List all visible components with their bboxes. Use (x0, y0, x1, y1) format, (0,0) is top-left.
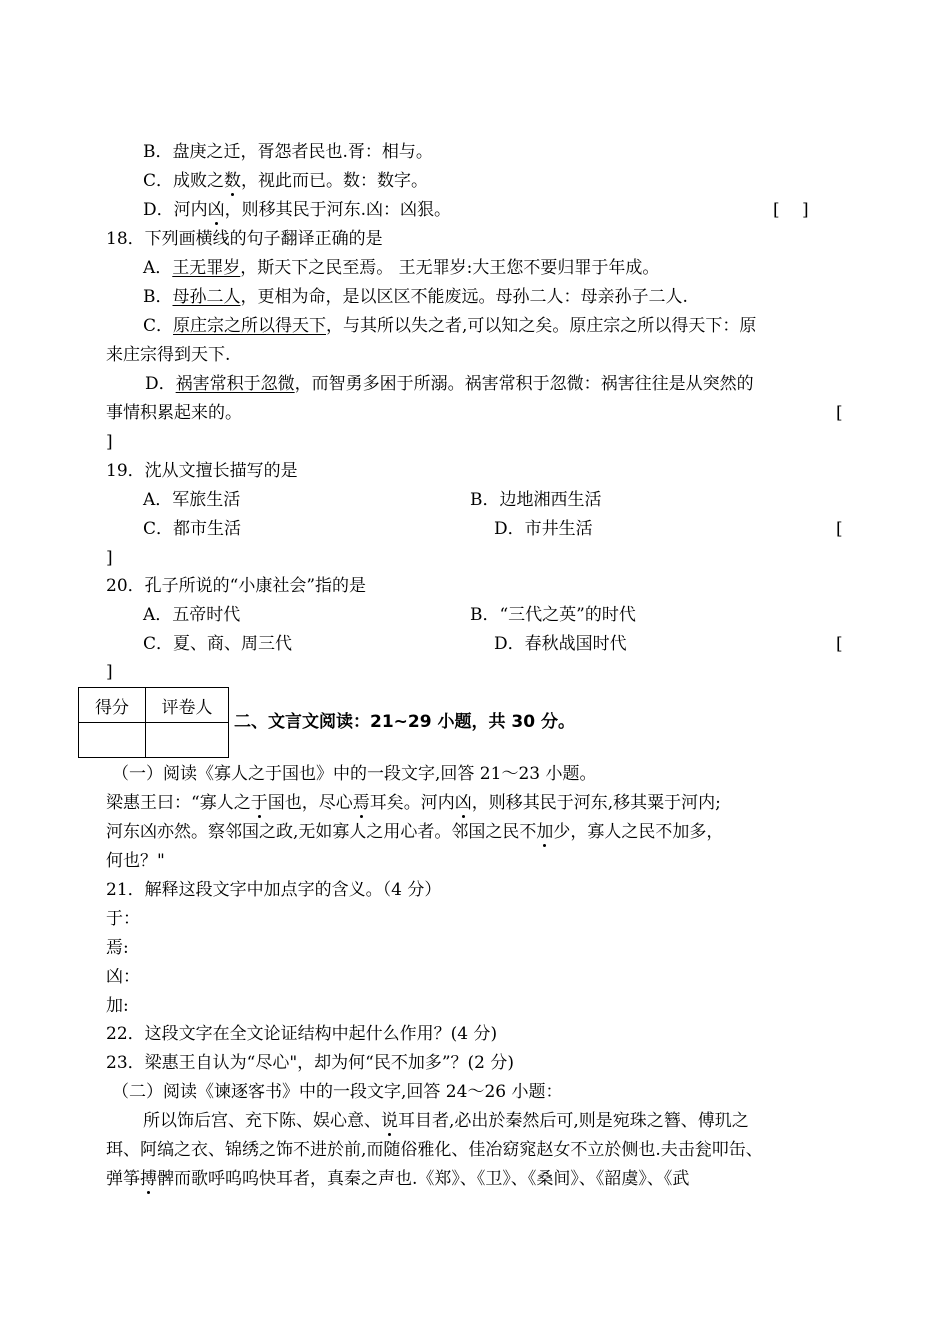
text: 耳目者,必出於秦然后可,则是宛珠之簪、傅玑之 (398, 1111, 749, 1131)
dotted-char: 凶 (454, 793, 472, 813)
q19-option-a: A．军旅生活 (143, 490, 241, 510)
underlined-text: 祸害常积于忽微 (175, 374, 295, 394)
q20-bracket-open: [ (836, 634, 843, 654)
q17-option-b: B．盘庚之迁，胥怨者民也.胥：相与。 (143, 142, 433, 162)
q18-option-d (145, 372, 754, 396)
text: B． (143, 287, 173, 307)
text: 梁惠王曰：“寡人之 (106, 793, 251, 813)
text: A． (143, 258, 173, 278)
q18-option-a (143, 256, 659, 280)
q19-bracket-open: [ (836, 519, 843, 539)
q19-bracket-close: ] (106, 548, 113, 568)
text: ，视此而已。数：数字。 (241, 171, 429, 191)
text: 髀而歌呼呜呜快耳者，真秦之声也.《郑》、《卫》、《桑间》、《韶虞》、《武 (157, 1169, 690, 1189)
text: ，斯天下之民至焉。 王无罪岁:大王您不要归罪于年成。 (240, 258, 660, 278)
q21-answer-2: 焉: (106, 938, 129, 958)
dotted-char: 加 (536, 822, 554, 842)
dotted-char: 搏 (140, 1169, 157, 1189)
text: ，与其所以失之者,可以知之矣。原庄宗之所以得天下：原 (326, 316, 757, 336)
q20-option-c: C．夏、商、周三代 (143, 634, 293, 654)
q18-bracket-open: [ (836, 403, 843, 423)
q20-option-a: A．五帝时代 (143, 605, 241, 625)
text: ，更相为命，是以区区不能废远。母孙二人：母亲孙子二人. (240, 287, 688, 307)
text: D．河内 (143, 200, 208, 220)
text: C．成败之 (143, 171, 225, 191)
q18-option-c (143, 314, 756, 338)
dotted-char: 说 (381, 1111, 398, 1131)
q20-stem: 20．孔子所说的“小康社会”指的是 (106, 576, 367, 596)
grader-cell[interactable] (146, 723, 229, 758)
q22-stem: 22．这段文字在全文论证结构中起什么作用？(4 分) (106, 1024, 498, 1044)
underlined-text: 母孙二人 (172, 287, 241, 307)
q17-option-d (143, 198, 451, 222)
text: C． (143, 316, 174, 336)
q21-answer-1: 于： (106, 909, 140, 929)
q21-stem: 21．解释这段文字中加点字的含义。（4 分） (106, 880, 442, 900)
text: 国也，尽心 (267, 793, 353, 813)
q17-option-c (143, 169, 428, 193)
dotted-char: 数 (224, 171, 242, 191)
q20-option-b: B．“三代之英”的时代 (470, 605, 636, 625)
dotted-char: 焉 (352, 793, 370, 813)
underlined-text: 王无罪岁 (172, 258, 241, 278)
score-cell[interactable] (79, 723, 146, 758)
dotted-char: 于 (250, 793, 268, 813)
q18-option-c-cont: 来庄宗得到天下. (106, 345, 231, 365)
q17-answer-bracket: [ ] (773, 200, 809, 220)
q18-stem: 18．下列画横线的句子翻译正确的是 (106, 229, 383, 249)
text: 河东凶亦然。察邻国之政,无如寡人之用心者。邻国之民不 (106, 822, 537, 842)
q23-stem: 23．梁惠王自认为“尽心"，却为何“民不加多”？(2 分) (106, 1053, 515, 1073)
text: D． (145, 374, 176, 394)
score-table (78, 687, 229, 758)
text: ，而智勇多困于所溺。祸害常积于忽微：祸害往往是从突然的 (294, 374, 754, 394)
q21-answer-4: 加: (106, 996, 129, 1016)
q21-answer-3: 凶： (106, 967, 140, 987)
q19-stem: 19．沈从文擅长描写的是 (106, 461, 298, 481)
passage1-line2 (106, 820, 723, 844)
part2-intro: （二）阅读《谏逐客书》中的一段文字,回答 24～26 小题： (112, 1082, 563, 1102)
q20-bracket-close: ] (106, 662, 113, 682)
dotted-char: 凶 (207, 200, 225, 220)
q18-option-d-cont: 事情积累起来的。 (106, 403, 242, 423)
passage2-line1 (143, 1109, 749, 1133)
text: 所以饰后宫、充下陈、娱心意、 (143, 1111, 381, 1131)
passage1-line3: 何也？" (106, 851, 165, 871)
q18-option-b (143, 285, 688, 309)
q19-option-b: B．边地湘西生活 (470, 490, 602, 510)
text: 耳矣。河内 (369, 793, 455, 813)
q19-option-d: D．市井生活 (494, 519, 593, 539)
text: 弹筝 (106, 1169, 140, 1189)
text: 少，寡人之民不加多， (553, 822, 724, 842)
q20-option-d: D．春秋战国时代 (494, 634, 627, 654)
underlined-text: 原庄宗之所以得天下 (173, 316, 327, 336)
grader-header: 评卷人 (146, 688, 229, 723)
part1-intro: （一）阅读《寡人之于国也》中的一段文字,回答 21～23 小题。 (112, 764, 597, 784)
q18-bracket-close: ] (106, 432, 113, 452)
passage2-line3 (106, 1167, 689, 1191)
text: ，则移其民于河东,移其粟于河内; (471, 793, 721, 813)
q19-option-c: C．都市生活 (143, 519, 242, 539)
score-header: 得分 (79, 688, 146, 723)
passage2-line2: 珥、阿缟之衣、锦绣之饰不进於前,而随俗雅化、佳冶窈窕赵女不立於侧也.夫击瓮叩缶、 (106, 1140, 763, 1160)
text: ，则移其民于河东.凶：凶狠。 (224, 200, 452, 220)
passage1-line1 (106, 791, 721, 815)
section-title: 二、文言文阅读：21~29 小题，共 30 分。 (234, 712, 575, 732)
